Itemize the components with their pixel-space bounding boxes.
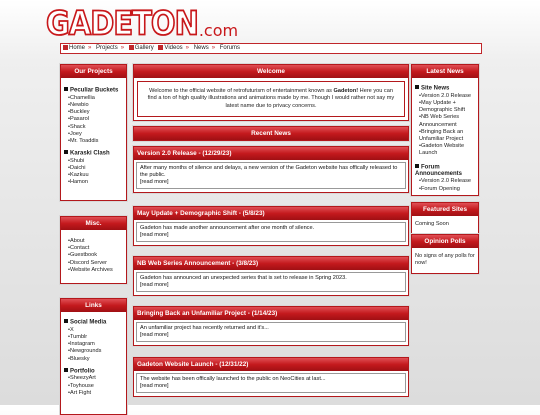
- project-link[interactable]: • Pasarol: [64, 116, 123, 123]
- welcome-panel: [133, 64, 409, 121]
- news-item-title[interactable]: Gadeton Website Launch - (12/31/22): [134, 358, 408, 371]
- project-link[interactable]: • Daichi: [64, 165, 123, 172]
- recent-news-header: [133, 126, 409, 141]
- group-portfolio: [64, 368, 123, 376]
- news-item-body: [136, 322, 406, 342]
- nav-separator: »: [211, 45, 216, 51]
- social-link[interactable]: • Newgrounds: [64, 348, 123, 355]
- project-link[interactable]: • Shack: [64, 124, 123, 131]
- nav-gallery-label: Gallery: [134, 45, 154, 51]
- group-title: Peculiar Buckets: [70, 87, 119, 94]
- news-item-text: An unfamiliar project has recently returned and it's...: [140, 325, 269, 331]
- news-item-text: Gadeton has announced an unexpected series that is set to release in Spring 2023.: [140, 275, 347, 281]
- forum-link[interactable]: • Version 2.0 Release: [415, 178, 475, 185]
- nav-separator: »: [185, 45, 190, 51]
- misc-link[interactable]: • About: [64, 238, 123, 245]
- misc-title: Misc.: [61, 217, 126, 230]
- misc-link[interactable]: • Discord Server: [64, 260, 123, 267]
- nav-home-label: Home: [69, 45, 86, 51]
- home-icon: [63, 45, 68, 50]
- news-item: [133, 306, 409, 346]
- latest-news-link[interactable]: • Bringing Back an Unfamiliar Project: [415, 129, 475, 143]
- latest-news-link[interactable]: • May Update + Demographic Shift: [415, 100, 475, 114]
- nav-home[interactable]: [63, 44, 85, 53]
- group-title: Social Media: [70, 319, 107, 326]
- bullet-icon: [415, 164, 419, 168]
- welcome-text-end: Here you can find a ton of high quality illustrations and animations made by me. Though I would rather not say my latest name due to privacy concerns.: [147, 88, 395, 109]
- news-item-text: Gadeton has made another announcement after one month of silence.: [140, 225, 315, 231]
- bullet-icon: [64, 368, 68, 372]
- latest-news-panel: [411, 64, 479, 196]
- featured-sites-title: Featured Sites: [412, 203, 478, 216]
- project-link[interactable]: • Shubi: [64, 158, 123, 165]
- gallery-icon: [129, 45, 134, 50]
- social-link[interactable]: • Bluesky: [64, 356, 123, 363]
- news-item: [133, 357, 409, 397]
- nav-projects-label: Projects: [96, 45, 118, 51]
- opinion-polls-title: Opinion Polls: [412, 235, 478, 248]
- welcome-site-name: Gadeton!: [333, 88, 359, 94]
- misc-link[interactable]: • Website Archives: [64, 267, 123, 274]
- welcome-text-start: Welcome to the official website of retrofuturism of entertainment known as: [149, 88, 334, 94]
- group-title: Site News: [421, 85, 450, 92]
- social-link[interactable]: • Tumblr: [64, 334, 123, 341]
- news-item: [133, 256, 409, 296]
- logo-wordmark: GADETON: [46, 3, 198, 43]
- nav-news[interactable]: [194, 44, 209, 53]
- bullet-icon: [64, 319, 68, 323]
- read-more-link[interactable]: [read more]: [140, 232, 169, 238]
- links-panel: [60, 298, 127, 415]
- group-karaski-clash: [64, 150, 123, 158]
- opinion-polls-text: No signs of any polls for now!: [415, 253, 475, 267]
- welcome-title: Welcome: [134, 65, 408, 78]
- nav-videos[interactable]: [158, 44, 182, 53]
- portfolio-link[interactable]: • Art Fight: [64, 390, 123, 397]
- project-link[interactable]: • Joey: [64, 131, 123, 138]
- group-social-media: [64, 319, 123, 327]
- nav-forums[interactable]: [220, 44, 240, 53]
- read-more-link[interactable]: [read more]: [140, 282, 169, 288]
- featured-sites-panel: [411, 202, 479, 234]
- news-item-title[interactable]: May Update + Demographic Shift - (5/8/23): [134, 207, 408, 220]
- misc-panel: [60, 216, 127, 284]
- news-item-body: [136, 272, 406, 292]
- news-item-body: [136, 222, 406, 242]
- news-item-title[interactable]: Version 2.0 Release - (12/29/23): [134, 147, 408, 160]
- portfolio-link[interactable]: • Toyhouse: [64, 383, 123, 390]
- latest-news-link[interactable]: • NB Web Series Announcement: [415, 114, 475, 128]
- news-item-text: After many months of silence and delays, a new version of the Gadeton website has offically released to the public.: [140, 165, 398, 178]
- latest-news-title: Latest News: [412, 65, 478, 78]
- featured-sites-text: Coming Soon: [415, 221, 449, 227]
- news-item-body: [136, 162, 406, 189]
- project-link[interactable]: • Hamon: [64, 179, 123, 186]
- group-title: Forum Announcements: [415, 164, 463, 178]
- logo-tld: .com: [198, 21, 239, 40]
- news-item-title[interactable]: Bringing Back an Unfamiliar Project - (1/14/23): [134, 307, 408, 320]
- portfolio-link[interactable]: • SheezyArt: [64, 375, 123, 382]
- group-forum-announcements: [415, 164, 475, 179]
- news-item: [133, 146, 409, 193]
- read-more-link[interactable]: [read more]: [140, 383, 169, 389]
- project-link[interactable]: • Chamellia: [64, 95, 123, 102]
- bullet-icon: [64, 150, 68, 154]
- our-projects-title: Our Projects: [61, 65, 126, 78]
- project-link[interactable]: • Newbio: [64, 102, 123, 109]
- group-title: Portfolio: [70, 368, 95, 375]
- misc-link[interactable]: • Guestbook: [64, 252, 123, 259]
- read-more-link[interactable]: [read more]: [140, 332, 169, 338]
- recent-news-title: Recent News: [134, 127, 408, 140]
- group-peculiar-buckets: [64, 87, 123, 95]
- nav-news-label: News: [193, 45, 209, 51]
- read-more-link[interactable]: [read more]: [140, 179, 169, 185]
- group-title: Karaski Clash: [70, 150, 110, 157]
- nav-separator: »: [88, 45, 92, 51]
- top-nav-bar: [60, 43, 482, 54]
- latest-news-link[interactable]: • Gadeton Website Launch: [415, 143, 475, 157]
- nav-separator: »: [120, 45, 125, 51]
- group-site-news: [415, 85, 475, 93]
- project-link[interactable]: • Mr. Toaddis: [64, 138, 123, 145]
- social-link[interactable]: • Instagram: [64, 341, 123, 348]
- nav-videos-label: Videos: [164, 45, 183, 51]
- news-item-text: The website has been offically launched to the public on NeoCities at last...: [140, 376, 326, 382]
- nav-projects[interactable]: [96, 44, 118, 53]
- news-item: [133, 206, 409, 246]
- site-logo[interactable]: [46, 3, 239, 43]
- welcome-text: [137, 81, 405, 117]
- our-projects-panel: [60, 64, 127, 201]
- news-item-body: [136, 373, 406, 393]
- bullet-icon: [64, 87, 68, 91]
- misc-link[interactable]: • Contact: [64, 245, 123, 252]
- social-link[interactable]: • X: [64, 327, 123, 334]
- links-title: Links: [61, 299, 126, 312]
- project-link[interactable]: • Buckley: [64, 109, 123, 116]
- latest-news-link[interactable]: • Version 2.0 Release: [415, 93, 475, 100]
- news-item-title[interactable]: NB Web Series Announcement - (3/8/23): [134, 257, 408, 270]
- forum-link[interactable]: • Forum Opening: [415, 186, 475, 193]
- bullet-icon: [415, 85, 419, 89]
- nav-gallery[interactable]: [129, 44, 154, 53]
- video-icon: [158, 45, 163, 50]
- opinion-polls-panel: [411, 234, 479, 274]
- project-link[interactable]: • Kazkuu: [64, 172, 123, 179]
- nav-forums-label: Forums: [219, 45, 241, 51]
